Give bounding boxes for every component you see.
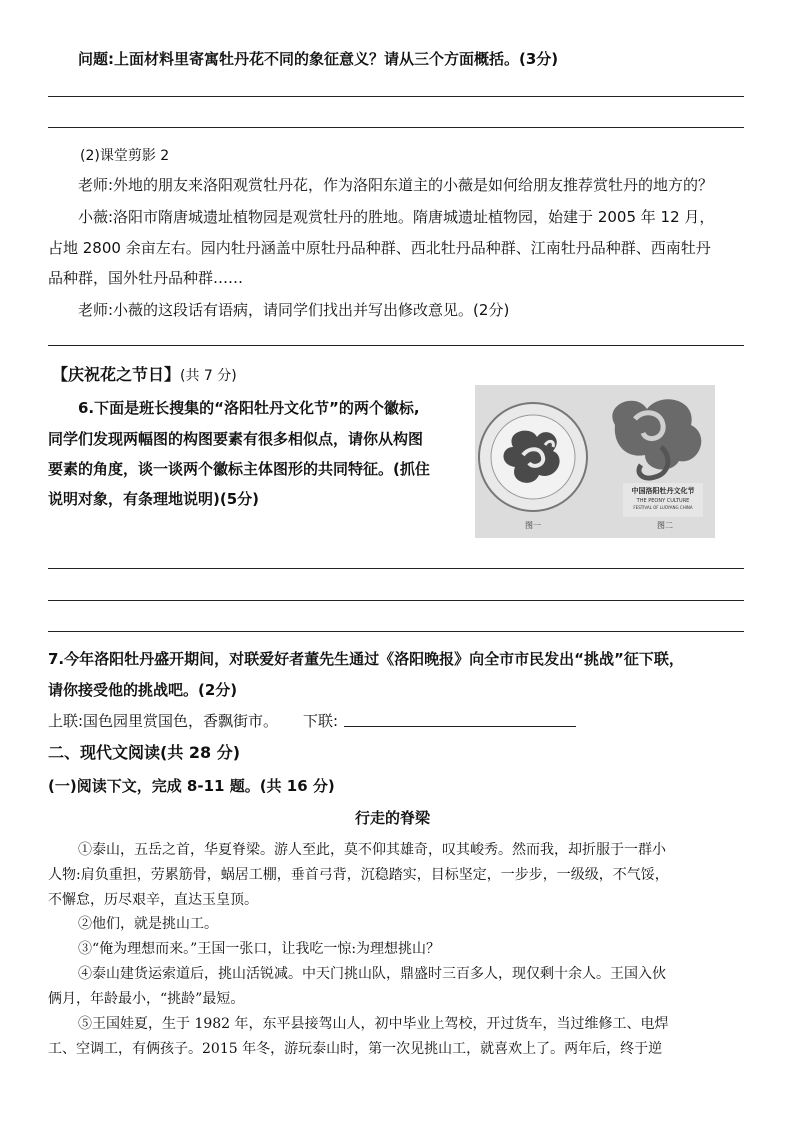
- lower-couplet-blank[interactable]: [344, 726, 576, 727]
- article-paragraph-line: ③“俺为理想而来。”王国一张口，让我吃一惊:为理想挑山？: [78, 941, 441, 957]
- q7-text-line: 请你接受他的挑战吧。(2分): [48, 681, 238, 699]
- upper-couplet: 上联:国色园里赏国色，香飘街市。: [48, 712, 279, 730]
- article-title: 行走的脊梁: [355, 809, 431, 827]
- xiaowei-text-line: 占地 2800 余亩左右。园内牡丹涵盖中原牡丹品种群、西北牡丹品种群、江南牡丹品种群、西南牡丹: [48, 239, 711, 257]
- question-symbolism: 问题:上面材料里寄寓牡丹花不同的象征意义？请从三个方面概括。(3分): [78, 50, 559, 68]
- festival-logos-figure: [475, 385, 715, 538]
- teacher-question-1: 老师:外地的朋友来洛阳观赏牡丹花，作为洛阳东道主的小薇是如何给朋友推荐赏牡丹的地方的？: [78, 176, 714, 194]
- article-paragraph-line: 俩月，年龄最小，“挑龄”最短。: [48, 991, 245, 1007]
- q6-text-line: 说明对象，有条理地说明)(5分): [48, 490, 260, 508]
- article-paragraph-line: ⑤王国娃夏，生于 1982 年，东平县接驾山人，初中毕业上驾校，开过货车，当过维修工、电焊: [78, 1016, 669, 1032]
- section-two-part-one: (一)阅读下文，完成 8-11 题。(共 16 分): [48, 777, 335, 795]
- logo-two-en-text: THE PEONY CULTURE: [636, 498, 690, 504]
- q6-text-line: 要素的角度，谈一谈两个徽标主体图形的共同特征。(抓住: [48, 460, 430, 478]
- article-paragraph-line: ④泰山建货运索道后，挑山活锐减。中天门挑山队，鼎盛时三百多人，现仅剩十余人。王国入伙: [78, 966, 666, 982]
- festival-heading-row: [52, 362, 237, 385]
- article-paragraph-line: ②他们，就是挑山工。: [78, 916, 218, 932]
- answer-line: [48, 600, 744, 601]
- festival-score: (共 7 分): [180, 368, 237, 384]
- teacher-question-2: 老师:小薇的这段话有语病，请同学们找出并写出修改意见。(2分): [78, 301, 510, 319]
- xiaowei-text-line: 小薇:洛阳市隋唐城遗址植物园是观赏牡丹的胜地。隋唐城遗址植物园，始建于 2005 年 12 月，: [78, 208, 715, 226]
- q6-text-line: 6.下面是班长搜集的“洛阳牡丹文化节”的两个徽标,: [78, 399, 420, 417]
- clip2-title: (2)课堂剪影 2: [80, 148, 170, 164]
- logo-two-en-text: FESTIVAL OF LUOYANG CHINA: [633, 505, 693, 510]
- figure-caption-2: 图二: [657, 521, 673, 530]
- article-paragraph-line: 工、空调工，有俩孩子。2015 年冬，游玩泰山时，第一次见挑山工，就喜欢上了。两年后，终于逆: [48, 1041, 663, 1057]
- article-paragraph-line: 人物:肩负重担，劳累筋骨，蜗居工棚，垂首弓背，沉稳踏实，目标坚定，一步步，一级级，不气馁，: [48, 867, 669, 883]
- answer-line: [48, 127, 744, 128]
- xiaowei-text-line: 品种群，国外牡丹品种群……: [48, 269, 244, 287]
- lower-couplet-label: 下联:: [303, 712, 339, 730]
- q7-text-line: 7.今年洛阳牡丹盛开期间，对联爱好者董先生通过《洛阳晚报》向全市市民发出“挑战”征下联，: [48, 650, 684, 668]
- section-two-title: 二、现代文阅读(共 28 分): [48, 743, 241, 762]
- answer-line: [48, 96, 744, 97]
- festival-logos-image: [475, 385, 715, 538]
- logo-one-emblem: [479, 403, 587, 511]
- answer-line: [48, 568, 744, 569]
- article-paragraph-line: 不懈怠，历尽艰辛，直达玉皇顶。: [48, 892, 258, 908]
- festival-heading: 【庆祝花之节日】: [52, 365, 181, 384]
- q6-text-line: 同学们发现两幅图的构图要素有很多相似点，请你从构图: [48, 430, 424, 448]
- answer-line: [48, 631, 744, 632]
- article-paragraph-line: ①泰山，五岳之首，华夏脊梁。游人至此，莫不仰其雄奇，叹其峻秀。然而我，却折服于一群小: [78, 842, 666, 858]
- answer-line: [48, 345, 744, 346]
- figure-caption-1: 图一: [525, 521, 541, 530]
- logo-two-cn-text: 中国洛阳牡丹文化节: [631, 487, 695, 495]
